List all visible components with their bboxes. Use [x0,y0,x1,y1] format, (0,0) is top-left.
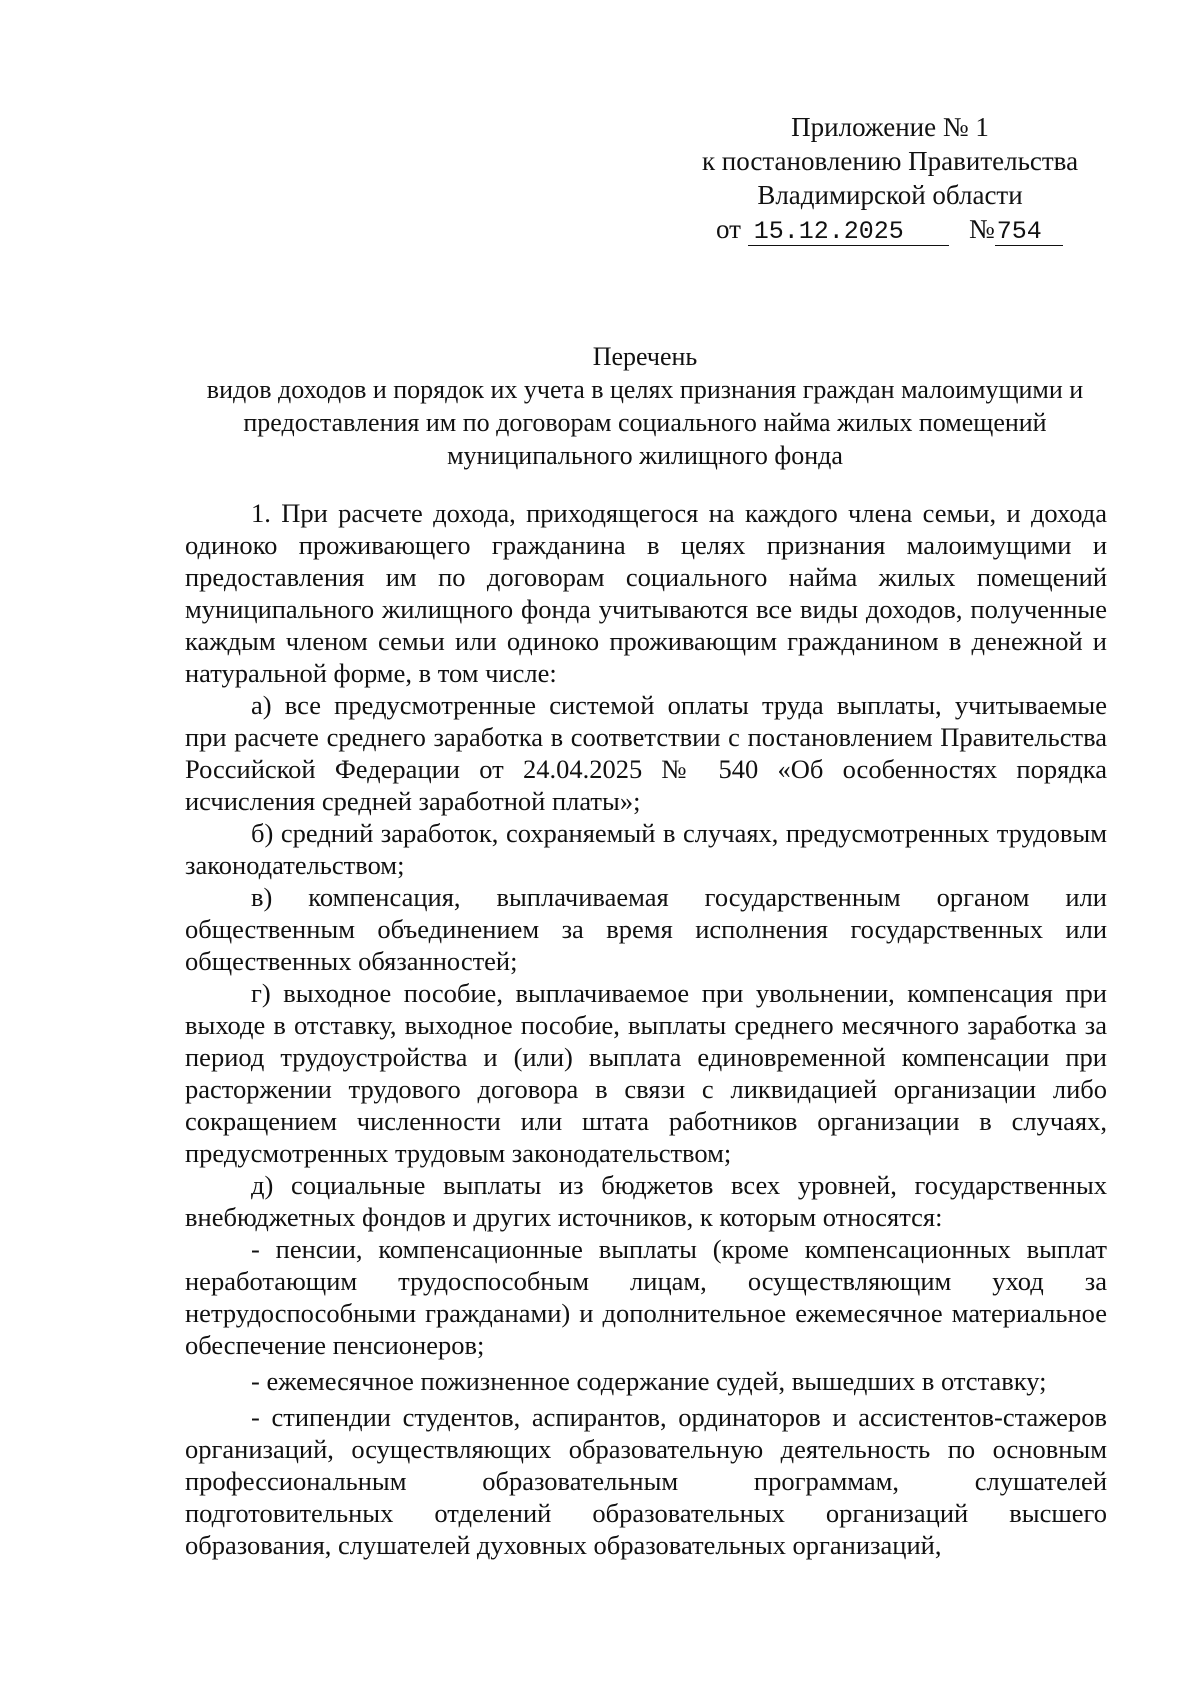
list-item-pensions: - пенсии, компенсационные выплаты (кроме компенсационных выплат неработающим трудоспособным лицам, осуществляющим уход за нетрудоспособными гражданами) и дополнительное ежемесячное материальное обеспечение пенсионеров; [185,1234,1107,1360]
paragraph-v: в) компенсация, выплачиваемая государственным органом или общественным объединением за время исполнения государственных или общественных обязанностей; [185,882,1107,976]
paragraph-b: б) средний заработок, сохраняемый в случаях, предусмотренных трудовым законодательством; [185,818,1107,880]
paragraph-d: д) социальные выплаты из бюджетов всех уровней, государственных внебюджетных фондов и других источников, к которым относятся: [185,1170,1107,1232]
list-item-judges: - ежемесячное пожизненное содержание судей, вышедших в отставку; [251,1366,1047,1396]
date-prefix: от [716,214,741,244]
title-line-2: предоставления им по договорам социального найма жилых помещений [243,408,1047,437]
paragraph-g: г) выходное пособие, выплачиваемое при увольнении, компенсация при выходе в отставку, выходное пособие, выплаты среднего месячного заработка за период трудоустройства и (или) выплата единовременной компенсации при расторжении трудового договора в связи с ликвидацией организации либо сокращением численности или штата работников организации в случаях, предусмотренных трудовым законодательством; [185,978,1107,1168]
annex-title: Приложение № 1 [791,112,989,142]
annex-header [660,110,1120,246]
title-line-1: видов доходов и порядок их учета в целях признания граждан малоимущими и [206,375,1084,404]
annex-date-number-line [660,212,1120,246]
title-line-3: муниципального жилищного фонда [447,441,843,470]
paragraph-a: а) все предусмотренные системой оплаты труда выплаты, учитываемые при расчете среднего заработка в соответствии с постановлением Правительства Российской Федерации от 24.04.2025 № 540 «Об особенностях порядка исчисления средней заработной платы»; [185,690,1107,816]
annex-region: Владимирской области [757,180,1023,210]
list-item-stipends: - стипендии студентов, аспирантов, ординаторов и ассистентов-стажеров организаций, осуществляющих образовательную деятельность по основным профессиональным образовательным программам, слушателей подготовительных отделений образовательных организаций высшего образования, слушателей духовных образовательных организаций, [185,1402,1107,1560]
paragraph-1: 1. При расчете дохода, приходящегося на каждого члена семьи, и дохода одиноко проживающего гражданина в целях признания малоимущими и предоставления им по договорам социального найма жилых помещений муниципального жилищного фонда учитываются все виды доходов, полученные каждым членом семьи или одиноко проживающим гражданином в денежной и натуральной форме, в том числе: [185,498,1107,688]
number-prefix: № [968,214,995,244]
document-body [185,497,1107,1561]
document-title [185,340,1105,472]
resolution-date: 15.12.2025 [748,219,949,246]
resolution-number: 754 [995,219,1063,246]
annex-resolution-ref: к постановлению Правительства [701,146,1079,176]
title-heading: Перечень [592,342,698,371]
